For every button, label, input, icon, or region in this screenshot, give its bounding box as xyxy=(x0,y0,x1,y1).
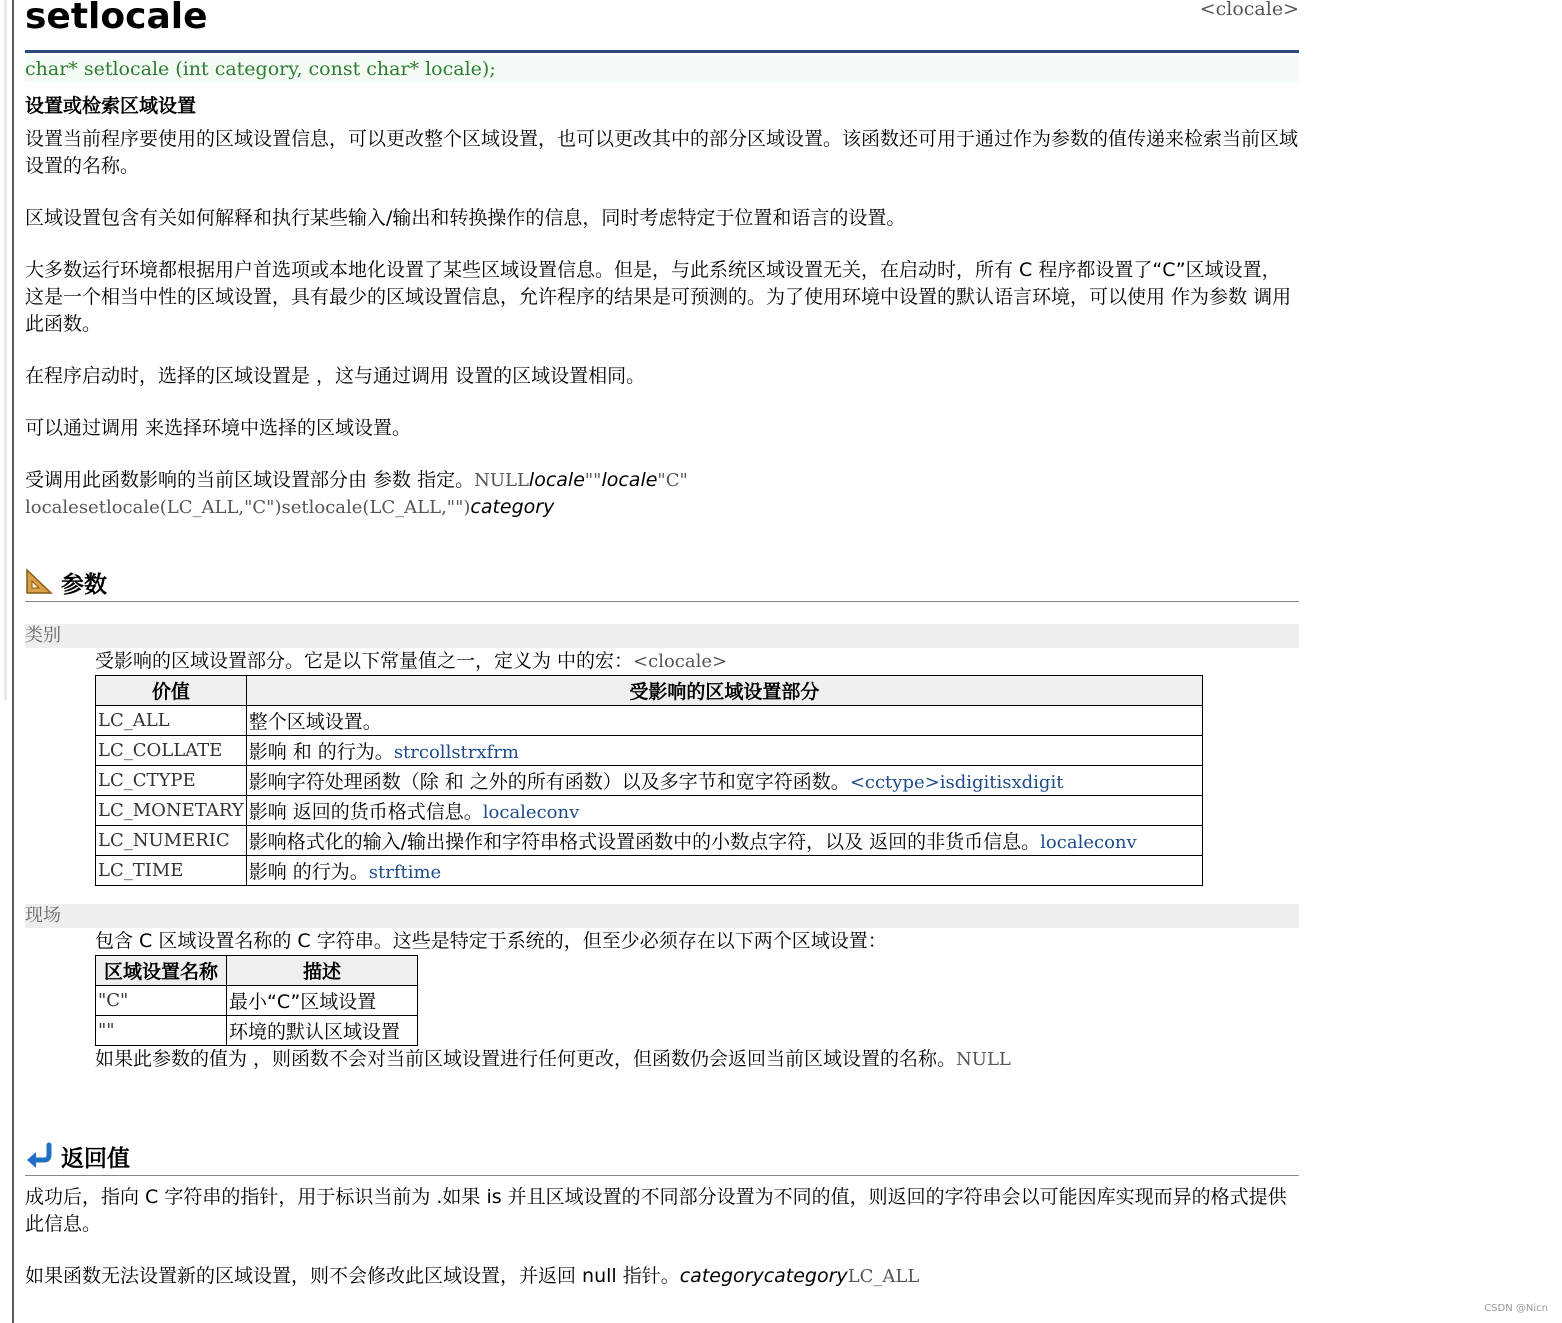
category-desc-text: 受影响的区域设置部分。它是以下常量值之一，定义为 中的宏： xyxy=(95,650,634,672)
param-category-name: 类别 xyxy=(25,624,1299,648)
row-locale-name: "C" xyxy=(96,986,227,1016)
table-row xyxy=(96,796,1203,826)
description-paragraph-4: 在程序启动时，选择的区域设置是 ，这与通过调用 设置的区域设置相同。 xyxy=(25,365,646,387)
table-row xyxy=(96,706,1203,736)
triangle-ruler-icon xyxy=(25,567,53,595)
row-locale-description: 环境的默认区域设置 xyxy=(227,1016,418,1046)
c-string-code: "C" xyxy=(657,470,688,491)
column-header-description: 描述 xyxy=(227,956,418,986)
watermark: CSDN @Nicn xyxy=(1484,1303,1548,1314)
empty-string-code: "" xyxy=(584,470,602,491)
locale-param-ref: locale xyxy=(601,469,658,491)
param-locale-description: 包含 C 区域设置名称的 C 字符串。这些是特定于系统的，但至少必须存在以下两个区域设置： xyxy=(95,930,887,952)
table-row xyxy=(96,766,1203,796)
table-row xyxy=(96,1016,418,1046)
row-description: 影响格式化的输入/输出操作和字符串格式设置函数中的小数点字符，以及 返回的非货币信息。localeconv xyxy=(246,826,1202,856)
locale-table-header xyxy=(96,956,418,986)
row-constant: LC_ALL xyxy=(96,706,247,736)
table-row xyxy=(96,736,1203,766)
row-constant: LC_NUMERIC xyxy=(96,826,247,856)
locale-null-note: 如果此参数的值为 ，则函数不会对当前区域设置进行任何更改，但函数仍会返回当前区域设置的名称。NULL xyxy=(95,1048,1011,1070)
lc-all-code: LC_ALL xyxy=(847,1266,920,1287)
row-constant: LC_MONETARY xyxy=(96,796,247,826)
clocale-link[interactable]: <clocale> xyxy=(633,651,728,672)
paragraph-6-text: 受调用此函数影响的当前区域设置部分由 参数 指定。 xyxy=(25,469,475,491)
return-section-header xyxy=(25,1143,1299,1176)
parameters-section-header xyxy=(25,569,1299,602)
parameters-title: 参数 xyxy=(61,572,107,598)
locale-table xyxy=(95,955,418,1046)
row-description: 影响 返回的货币格式信息。localeconv xyxy=(246,796,1202,826)
return-title: 返回值 xyxy=(61,1146,130,1172)
row-description: 影响 的行为。strftime xyxy=(246,856,1202,886)
column-header-locale-name: 区域设置名称 xyxy=(96,956,227,986)
header-library-link[interactable]: <clocale> xyxy=(1199,0,1299,20)
reference-page xyxy=(25,0,1299,1290)
table-row xyxy=(96,856,1203,886)
category-param-ref: category xyxy=(470,496,555,518)
row-description: 整个区域设置。 xyxy=(246,706,1202,736)
null-code: NULL xyxy=(956,1049,1011,1070)
row-locale-description: 最小“C”区域设置 xyxy=(227,986,418,1016)
table-row xyxy=(96,826,1203,856)
page-title: setlocale xyxy=(25,0,208,37)
row-locale-name: "" xyxy=(96,1016,227,1046)
category-table-header xyxy=(96,676,1203,706)
param-category-description xyxy=(95,648,1299,675)
row-description: 影响字符处理函数（除 和 之外的所有函数）以及多字节和宽字符函数。<cctype>isdigitisxdigit xyxy=(246,766,1202,796)
param-locale-body xyxy=(95,928,1299,1073)
row-constant: LC_CTYPE xyxy=(96,766,247,796)
locale-param-ref: locale xyxy=(528,469,585,491)
function-prototype: char* setlocale (int category, const char* locale); xyxy=(25,56,1299,82)
table-row xyxy=(96,986,418,1016)
page-header xyxy=(25,0,1299,53)
column-header-value: 价值 xyxy=(96,676,247,706)
setlocale-code: localesetlocale(LC_ALL,"C")setlocale(LC_ALL,"") xyxy=(25,497,471,518)
description-paragraph-6 xyxy=(25,467,1299,521)
left-frame-edge xyxy=(0,0,14,1323)
column-header-affected: 受影响的区域设置部分 xyxy=(246,676,1202,706)
description-paragraph-3: 大多数运行环境都根据用户首选项或本地化设置了某些区域设置信息。但是，与此系统区域设置无关，在启动时，所有 C 程序都设置了“C”区域设置，这是一个相当中性的区域设置，具有最少的区域设置信息，允许程序的结果是可预测的。为了使用环境中设置的默认语言环境，可以使用 作为参数 调用此函数。 xyxy=(25,259,1292,335)
param-category-body xyxy=(95,648,1299,886)
return-paragraph-2: 如果函数无法设置新的区域设置，则不会修改此区域设置，并返回 null 指针。categorycategoryLC_ALL xyxy=(25,1265,920,1287)
param-locale-name: 现场 xyxy=(25,904,1299,928)
description-paragraph-5: 可以通过调用 来选择环境中选择的区域设置。 xyxy=(25,417,412,439)
description-paragraph-2: 区域设置包含有关如何解释和执行某些输入/输出和转换操作的信息，同时考虑特定于位置和语言的设置。 xyxy=(25,207,906,229)
return-arrow-icon xyxy=(25,1141,53,1169)
null-code: NULL xyxy=(474,470,529,491)
return-paragraph-1: 成功后，指向 C 字符串的指针，用于标识当前为 .如果 is 并且区域设置的不同部分设置为不同的值，则返回的字符串会以可能因库实现而异的格式提供此信息。 xyxy=(25,1186,1287,1235)
description-paragraph-1: 设置当前程序要使用的区域设置信息，可以更改整个区域设置，也可以更改其中的部分区域设置。该函数还可用于通过作为参数的值传递来检索当前区域设置的名称。 xyxy=(25,128,1299,177)
row-constant: LC_TIME xyxy=(96,856,247,886)
row-description: 影响 和 的行为。strcollstrxfrm xyxy=(246,736,1202,766)
category-param-ref: categorycategory xyxy=(679,1265,848,1287)
row-constant: LC_COLLATE xyxy=(96,736,247,766)
category-table xyxy=(95,675,1203,886)
function-summary: 设置或检索区域设置 xyxy=(25,95,197,117)
